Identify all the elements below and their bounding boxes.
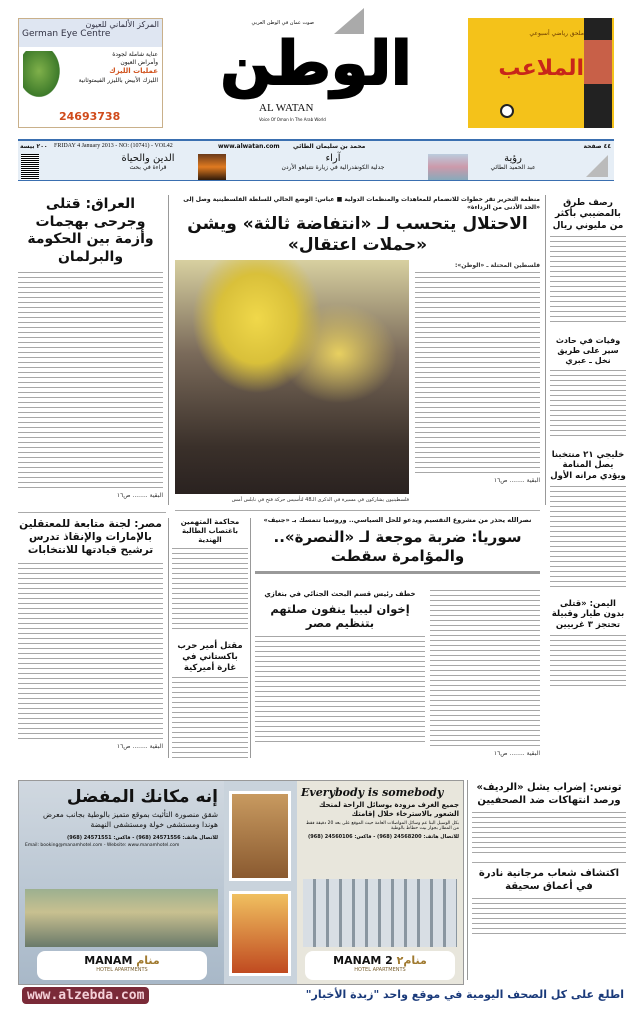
- teaser-item: جدلية الكونفدرالية في زيارة نتنياهو الأردن: [281, 164, 385, 171]
- headline-yemen: اليمن: «قتلى بدون طيار وقبيلة تحتجز ٣ غربيين: [551, 598, 625, 630]
- sail-icon: [586, 155, 608, 177]
- ad-title-ar: المركز الألماني للعيون: [85, 20, 159, 29]
- ad-sub: ملحق رياضي أسبوعي: [529, 30, 584, 37]
- barcode: [21, 154, 39, 180]
- hotel-building-image: [25, 889, 218, 947]
- brand-en: MANAM 2: [333, 954, 393, 967]
- brand-badge: [37, 951, 207, 980]
- section-teaser[interactable]: [108, 153, 188, 171]
- room-photo: [229, 891, 291, 976]
- player-image: [584, 18, 612, 128]
- room-photo: [229, 791, 291, 881]
- editor-name: محمد بن سليمان الطائي: [293, 143, 366, 150]
- ad-left-email: Email: booking@manamhotel.com - Website: www.manamhotel.com: [25, 842, 180, 848]
- article-text: [172, 677, 248, 762]
- article-text: [550, 486, 626, 591]
- leaves-image: [23, 51, 63, 101]
- article-text: [550, 635, 626, 690]
- logo-ar: الوطن: [220, 29, 412, 99]
- ad-right-text: جميع الغرف مزودة بوسائل الراحة لمنحك الشعور بالاسترخاء خلال إقامتك: [318, 801, 459, 819]
- story-iraq[interactable]: [18, 196, 163, 501]
- date: FRIDAY 4 January 2013 - NO: (10741) - VOL42: [54, 143, 173, 149]
- libya-kicker: خطف رئيس قسم البحث الجنائي في بنغازي: [264, 590, 416, 598]
- website-link[interactable]: www.alwatan.com: [218, 143, 280, 150]
- continued-link[interactable]: البقية ........ ص١٦: [116, 743, 163, 751]
- tagline-ar: صوت عمان في الوطن العربي: [251, 20, 314, 26]
- article-text: [550, 370, 626, 440]
- brand-badge: [305, 951, 455, 980]
- teaser-title: آراء: [325, 153, 341, 164]
- page-count: ٤٤ صفحة: [583, 143, 611, 150]
- article-text: [255, 636, 425, 746]
- ad-left-title: إنه مكانك المفضل: [66, 787, 218, 807]
- ad-line: الليزك الأبيض بالليزر الفيمتوثانية: [78, 76, 158, 84]
- headline-egypt: مصر: لجنة متابعة للمعتقلين بالإمارات والإنقاذ تدرس ترشيح قيادتها للانتخابات: [19, 518, 162, 557]
- article-text: [172, 548, 248, 633]
- article-text: [472, 812, 626, 857]
- headline-libya: إخوان ليبيا ينفون صلتهم بتنظيم مصر: [270, 602, 410, 631]
- teaser-item: عبد الحميد الطائي: [490, 164, 536, 171]
- tagline-en: Voice Of Oman In The Arab World: [259, 117, 326, 122]
- headline: العراق: قتلى وجرحى بهجمات وأزمة بين الحكومة والبرلمان: [27, 196, 154, 265]
- teaser-title: الدين والحياة: [121, 153, 175, 164]
- continued-link[interactable]: البقية ........ ص١٦: [116, 492, 163, 499]
- ad-left-contact: للاتصال هاتف: 24571556 (968) - فاكس: 24571551 (968): [67, 834, 218, 841]
- brand-en: MANAM: [84, 954, 133, 967]
- football-icon: [500, 104, 514, 118]
- logo: [204, 8, 428, 130]
- headline-tunisia: تونس: إضراب يشل «الرديف» ورصد انتهاكات ضد الصحفيين: [476, 782, 622, 806]
- ad-german-eye-centre[interactable]: [18, 18, 163, 128]
- article-text: [550, 236, 626, 326]
- ad-right-contact: للاتصال هاتف: 24568200 (968) - فاكس: 24560106 (968): [308, 834, 459, 841]
- photo-caption: فلسطينيون يشاركون في مسيرة في الذكرى الـ48 لتأسيس حركة فتح في نابلس أمس: [231, 497, 409, 503]
- ad-right-text2: بكل الوسيل البنا عم وسائل المواصلات العامة حيث الموقع على بعد 20 دقيقة فقط من المطار بجوار بيت حطاط بالوطية: [305, 821, 459, 832]
- teaser-item: قراءة في بحث: [129, 164, 167, 171]
- article-text: [430, 590, 540, 750]
- continued-link[interactable]: البقية ........ ص١٦: [493, 750, 540, 757]
- watermark-bar: [18, 987, 628, 1007]
- headline-india: محاكمة المتهمين باغتصاب الطالبة الهندية: [180, 518, 240, 544]
- ad-phone: 24693738: [59, 110, 121, 123]
- lead-photo: [175, 260, 409, 494]
- logo-en: AL WATAN: [259, 102, 314, 114]
- ad-left-text: شقق منصورة التأثيث بموقع متميز بالوطية بجانب معرض هوندا ومستشفى خولة ومستشفى النهضة: [42, 810, 218, 830]
- ad-line: عناية شاملة لجودة: [112, 51, 158, 58]
- byline: فلسطين المحتلة ـ «الوطن»:: [455, 262, 540, 269]
- section-teaser[interactable]: [473, 153, 553, 171]
- headline-pakistan: مقتل أمير حرب باكستاني في غارة أميركية: [177, 641, 243, 673]
- ad-title: الملاعب: [498, 56, 584, 81]
- brand-ar: منام: [136, 954, 160, 967]
- watermark-url[interactable]: www.alzebda.com: [22, 987, 149, 1004]
- ad-title-en: German Eye Centre: [22, 29, 111, 39]
- article-text: [472, 898, 626, 938]
- brand-sub: HOTEL APARTMENTS: [96, 967, 148, 973]
- article-text: [18, 272, 163, 492]
- lead-headline: الاحتلال يتحسب لـ «انتفاضة ثالثة» ويشن «حملات اعتقال»: [187, 214, 528, 255]
- ad-right-title: Everybody is somebody: [301, 786, 444, 799]
- ad-line: وأمراض العيون: [120, 59, 158, 67]
- ad-almalaeb[interactable]: [468, 18, 614, 128]
- continued-link[interactable]: البقية ........ ص١٦: [493, 477, 540, 484]
- brand-sub: HOTEL APARTMENTS: [354, 967, 406, 973]
- ad-manam-hotel[interactable]: [18, 780, 464, 985]
- article-text: [415, 272, 540, 477]
- headline-road: رصف طرق بالمضيبي بأكثر من مليوني ريال: [552, 198, 624, 231]
- hotel-building-image: [303, 879, 457, 947]
- headline-deaths: وفيات في حادث سير على طريق نخل ـ عبري: [555, 335, 621, 365]
- article-text: [18, 563, 163, 743]
- headline-syria: سوريا: ضربة موجعة لـ «النصرة».. والمؤامرة سقطت: [273, 528, 522, 565]
- ad-line: عمليات الليزك: [109, 67, 158, 76]
- lead-kicker: منظمة التحرير تقر خطوات للانضمام للمعاهدات والمنظمات الدولية ■ عباس: الوضع الحالي للسلطة الفلسطينية وصل إلى «الحد الأدنى من الرداءة»: [183, 196, 540, 211]
- brand-ar: منام٢: [396, 954, 427, 967]
- headline-gulf: خليجي ٢١ منتخبنا يصل المنامة ويؤدي مرانه الأول: [550, 449, 626, 481]
- info-bar: [18, 139, 614, 181]
- price: ٢٠٠ بيسة: [20, 143, 48, 150]
- teaser-image: [198, 154, 226, 180]
- teaser-title: رؤية: [504, 153, 522, 164]
- teaser-image: [428, 154, 468, 180]
- syria-kicker: نصرالله يحذر من مشروع التقسيم ويدعو للحل السياسي.. وروسيا تتمسك بـ «جنيف»: [263, 516, 532, 524]
- section-teaser[interactable]: [248, 153, 418, 171]
- watermark-text: اطلع على كل الصحف اليومية في موقع واحد "زبدة الأخبار": [305, 988, 624, 1001]
- headline-coral: اكتشاف شعاب مرجانية نادرة في أعماق سحيقة: [478, 868, 620, 892]
